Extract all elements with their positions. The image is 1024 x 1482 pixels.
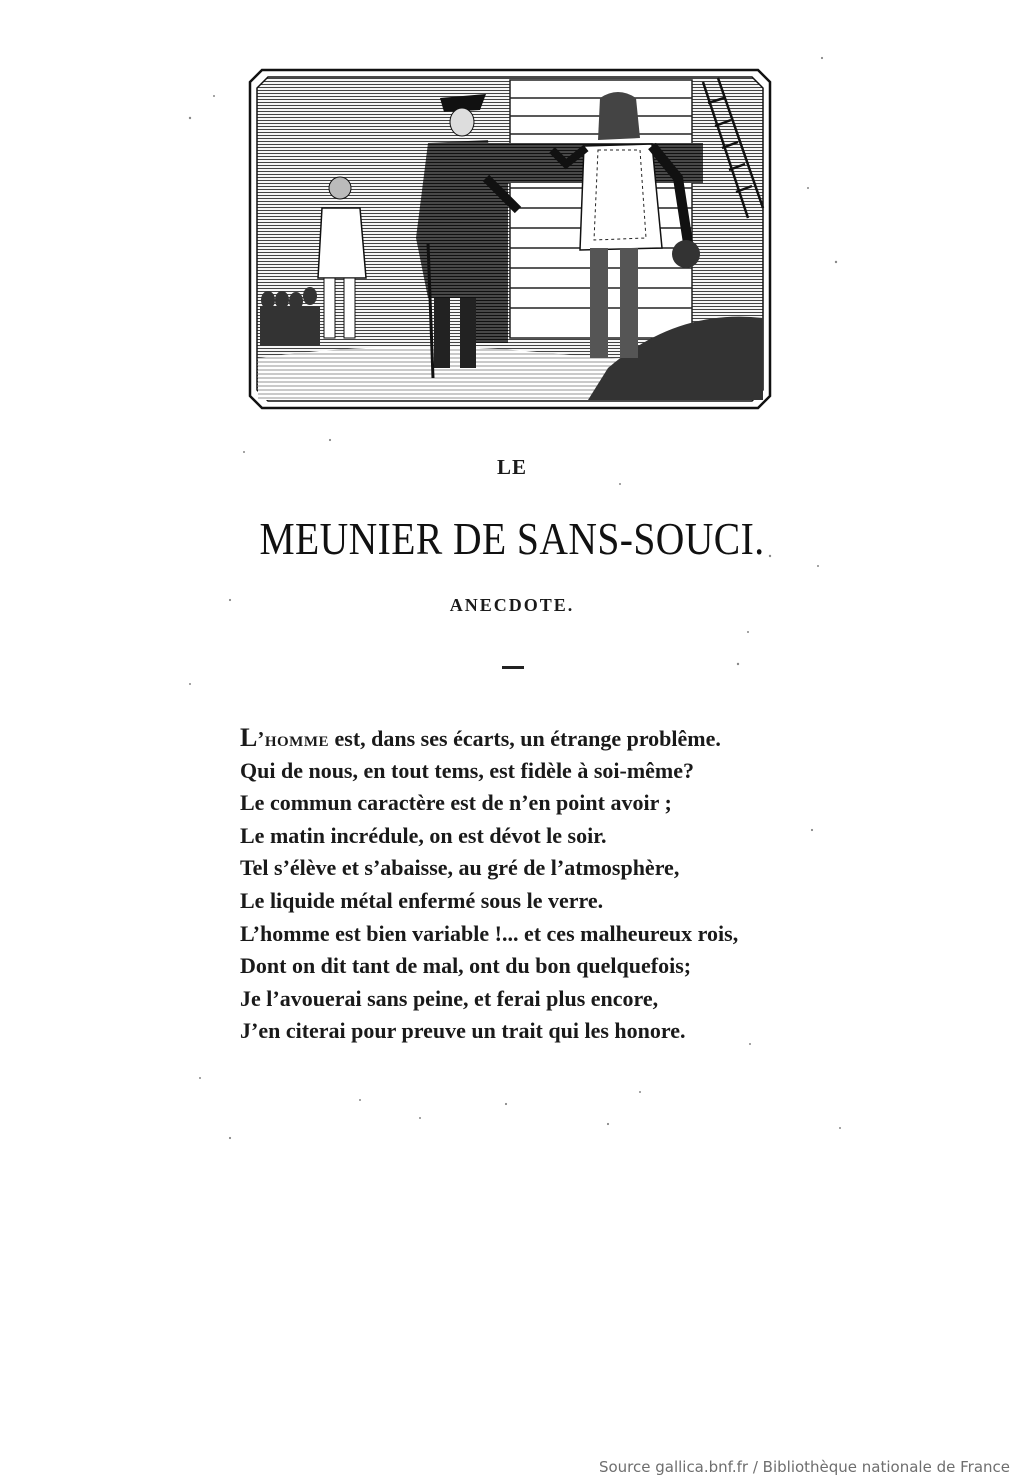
source-credit: Source gallica.bnf.fr / Bibliothèque nationale de France bbox=[598, 1458, 1010, 1476]
poem-line: L’homme est bien variable !... et ces malheureux rois, bbox=[240, 920, 739, 946]
engraving-illustration bbox=[248, 68, 772, 410]
subtitle: ANECDOTE. bbox=[449, 595, 575, 615]
poem-line: Qui de nous, en tout tems, est fidèle à soi-même? bbox=[240, 757, 695, 783]
poem-line-text: est, dans ses écarts, un étrange problême. bbox=[329, 726, 721, 751]
poem-line: Je l’avouerai sans peine, et ferai plus encore, bbox=[240, 985, 659, 1011]
poem-line: J’en citerai pour preuve un trait qui les honore. bbox=[240, 1018, 686, 1044]
poem bbox=[240, 722, 840, 1048]
poem-line: Dont on dit tant de mal, ont du bon quelquefois; bbox=[240, 953, 692, 979]
poem-line bbox=[240, 722, 840, 755]
poem-line: Tel s’élève et s’abaisse, au gré de l’atmosphère, bbox=[240, 855, 680, 881]
drop-capital: L bbox=[240, 723, 258, 752]
poem-line: Le liquide métal enfermé sous le verre. bbox=[240, 887, 604, 913]
title-rule bbox=[502, 666, 524, 669]
small-caps-word: ’homme bbox=[257, 727, 329, 751]
poem-line: Le commun caractère est de n’en point avoir ; bbox=[240, 790, 672, 816]
page-title: MEUNIER DE SANS-SOUCI. bbox=[259, 513, 765, 564]
poem-line: Le matin incrédule, on est dévot le soir. bbox=[240, 822, 607, 848]
heading-le: LE bbox=[496, 455, 527, 479]
